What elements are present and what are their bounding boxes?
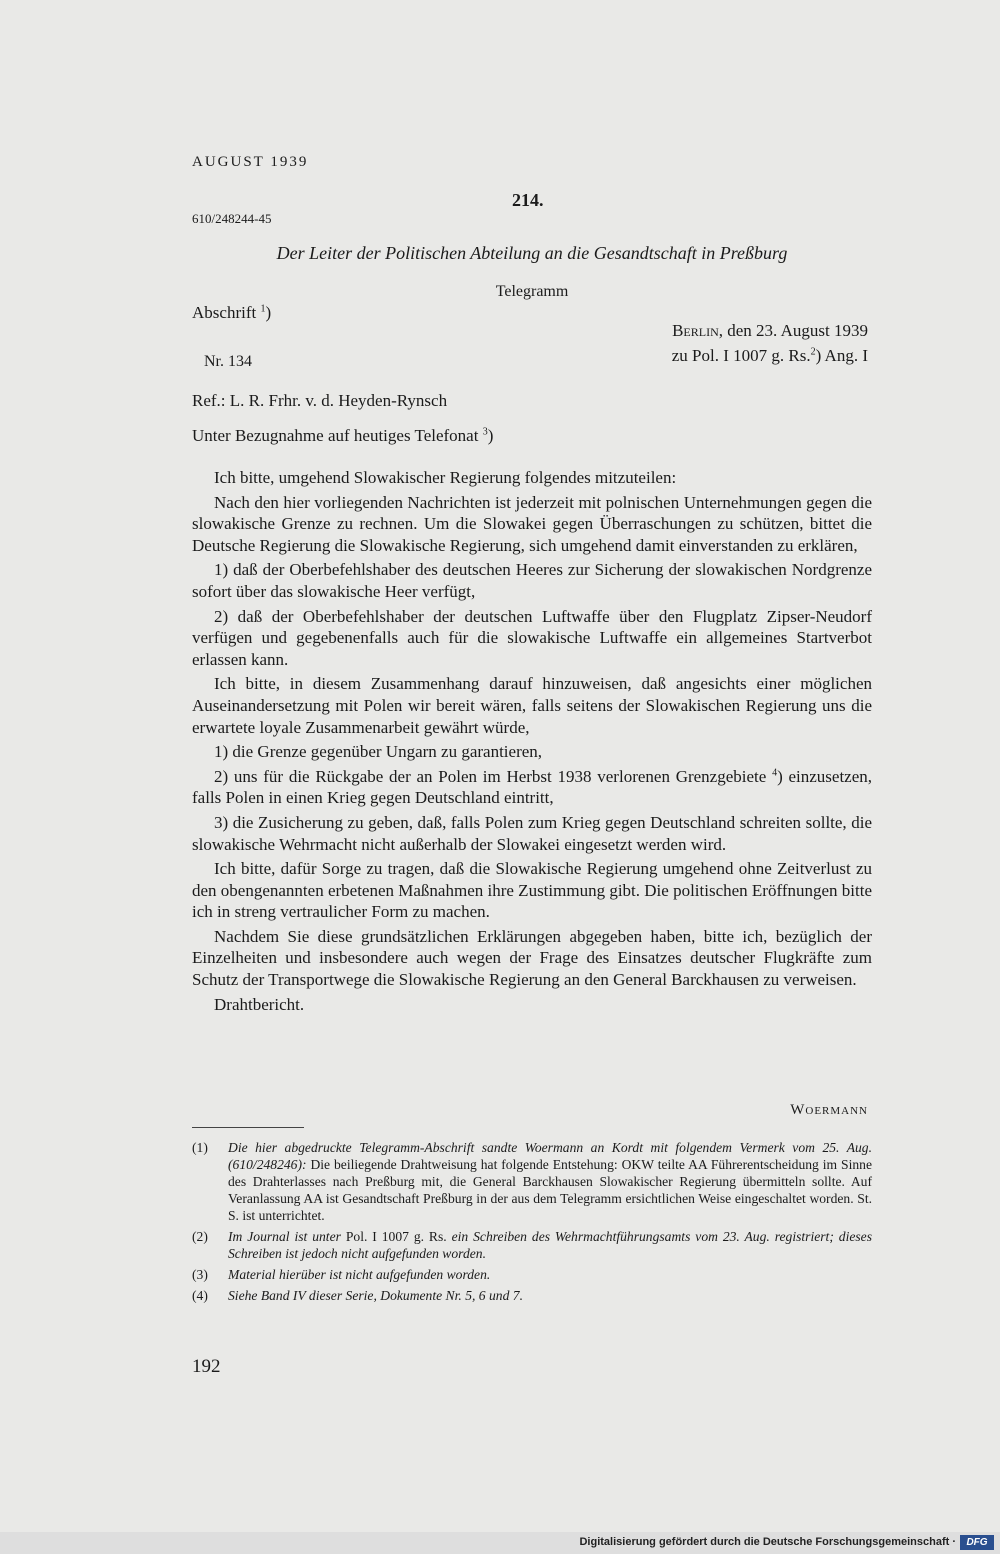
footnote-roman: Pol. I 1007 g. Rs. [340, 1229, 452, 1244]
list-item: 1) die Grenze gegenüber Ungarn zu garantieren, [214, 742, 543, 762]
list-item: 2) daß der Oberbefehlshaber der deutschen Luftwaffe über den Flugplatz Zipser-Neudorf verfügen und gegebenenfalls auch für die slowakische Luftwaffe ein allgemeines Startverbot erlassen kann. [192, 606, 872, 669]
list-item: 1) daß der Oberbefehlshaber des deutschen Heeres zur Sicherung der slowakischen Nordgrenze sofort über das slowakische Heer verfügt, [192, 560, 872, 601]
paragraph: Drahtbericht. [214, 994, 305, 1014]
footnote [192, 1228, 872, 1262]
document-type: Telegramm [495, 283, 569, 300]
footnote [192, 1287, 872, 1304]
footnote [192, 1266, 872, 1283]
footnote-text [228, 1139, 872, 1224]
footnote-ref-3: 3 [482, 426, 488, 438]
reference-text: zu Pol. I 1007 g. Rs. [671, 346, 811, 365]
running-header-date: AUGUST 1939 [192, 154, 309, 170]
footnote [192, 1139, 872, 1224]
footnote-ref-1: 1 [260, 303, 266, 315]
dfg-logo-icon: DFG [960, 1535, 994, 1550]
paragraph: Ich bitte, umgehend Slowakischer Regierung folgendes mitzuteilen: [214, 468, 677, 487]
place-city: Berlin [672, 321, 719, 340]
paragraph: Ich bitte, dafür Sorge zu tragen, daß die Slowakische Regierung umgehend ohne Zeitverlust zu den obengenannten erbetenen Maßnahmen ihre Zustimmung gibt. Die politischen Eröffnungen bitte ich in streng vertraulicher Form zu machen. [192, 859, 872, 922]
footnote-mark: (2) [192, 1229, 208, 1244]
place-date [672, 321, 868, 341]
footnote-mark: (3) [192, 1267, 208, 1282]
subject-text: Unter Bezugnahme auf heutiges Telefonat [192, 426, 479, 445]
footnote-ref-2: 2 [810, 346, 816, 358]
body-text [192, 467, 872, 1018]
footnote-ref-4: 4 [772, 767, 778, 779]
footnote-italic: ein Schreiben des Wehrmachtführungsamts vom 23. Aug. registriert; dieses Schreiben ist jedoch nicht aufgefunden worden. [228, 1229, 872, 1261]
subject-line: Unter Bezugnahme auf heutiges Telefonat $^3$) [192, 426, 494, 445]
digitization-footer [0, 1532, 1000, 1554]
list-item: 3) die Zusicherung zu geben, daß, falls Polen zum Krieg gegen Deutschland schreiten sollte, die slowakische Wehrmacht nicht außerhalb der Slowakei eingesetzt werden wird. [192, 812, 872, 854]
list-item-text-after: ) einzusetzen, falls Polen in einen Krieg gegen Deutschland eintritt, [192, 766, 873, 808]
footnote-mark: (4) [192, 1288, 208, 1303]
reference-number [672, 346, 868, 366]
footnote-italic: Die hier abgedruckte Telegramm-Abschrift sandte Woermann an Kordt mit folgendem Vermerk vom 25. Aug. (610/248246): [228, 1140, 872, 1172]
footnote-text: Siehe Band IV dieser Serie, Dokumente Nr. 5, 6 und 7. [228, 1288, 523, 1303]
footnote-italic: Im Journal ist unter [228, 1229, 341, 1244]
copy-label: Abschrift $^1$) [192, 303, 272, 322]
telegram-number: Nr. 134 [204, 353, 252, 370]
list-item-text: 2) uns für die Rückgabe der an Polen im Herbst 1938 verlorenen Grenzgebiete [214, 766, 767, 786]
list-item [192, 766, 872, 809]
referent-line: Ref.: L. R. Frhr. v. d. Heyden-Rynsch [192, 391, 448, 410]
reference-text-after: ) Ang. I [815, 346, 868, 365]
paragraph: Nach den hier vorliegenden Nachrichten ist jederzeit mit polnischen Unternehmungen gegen die slowakische Grenze zu rechnen. Um die Slowakei gegen Überraschungen zu schützen, bittet die Deutsche Regierung die Slowakische Regierung, sich umgehend damit einverstanden zu erklären, [192, 492, 872, 555]
footnote-mark: (1) [192, 1140, 208, 1155]
footnote-divider [192, 1127, 304, 1128]
footnote-roman: Die beiliegende Drahtweisung hat folgende Entstehung: OKW teilte AA Führerentscheidung im Sinne des Drahterlasses nach Preßburg mit, die General Barckhausen Slowakischer Regierung übermitteln sollte. Auf Veranlassung AA ist Gesandtschaft Preßburg in der aus dem Telegramm ersichtlichen Weise eingeschaltet worden. St. S. ist unterrichtet. [228, 1157, 872, 1223]
document-number: 214. [512, 190, 544, 210]
signature: Woermann [790, 1102, 868, 1118]
file-number: 610/248244-45 [192, 211, 272, 226]
footnote-text: Material hierüber ist nicht aufgefunden worden. [228, 1267, 491, 1282]
document-heading: Der Leiter der Politischen Abteilung an die Gesandtschaft in Preßburg [276, 243, 788, 263]
paragraph: Nachdem Sie diese grundsätzlichen Erklärungen abgegeben haben, bitte ich, bezüglich der Einzelheiten und insbesondere auch wegen der Frage des Einsatzes deutscher Flugkräfte zum Schutz der Transportwege die Slowakische Regierung an den General Barckhausen zu verweisen. [192, 926, 872, 990]
copy-label-text: Abschrift [192, 303, 257, 322]
footer-credit: Digitalisierung gefördert durch die Deutsche Forschungsgemeinschaft · [579, 1536, 956, 1548]
paragraph: Ich bitte, in diesem Zusammenhang darauf hinzuweisen, daß angesichts einer möglichen Auseinandersetzung mit Polen wir bereit wären, falls seitens der Slowakischen Regierung uns die erwartete loyale Zusammenarbeit gewährt würde, [192, 674, 872, 737]
footnote-text [228, 1228, 872, 1262]
place-date-text: , den 23. August 1939 [718, 321, 868, 340]
footnotes [192, 1139, 872, 1308]
page-number: 192 [192, 1356, 221, 1377]
